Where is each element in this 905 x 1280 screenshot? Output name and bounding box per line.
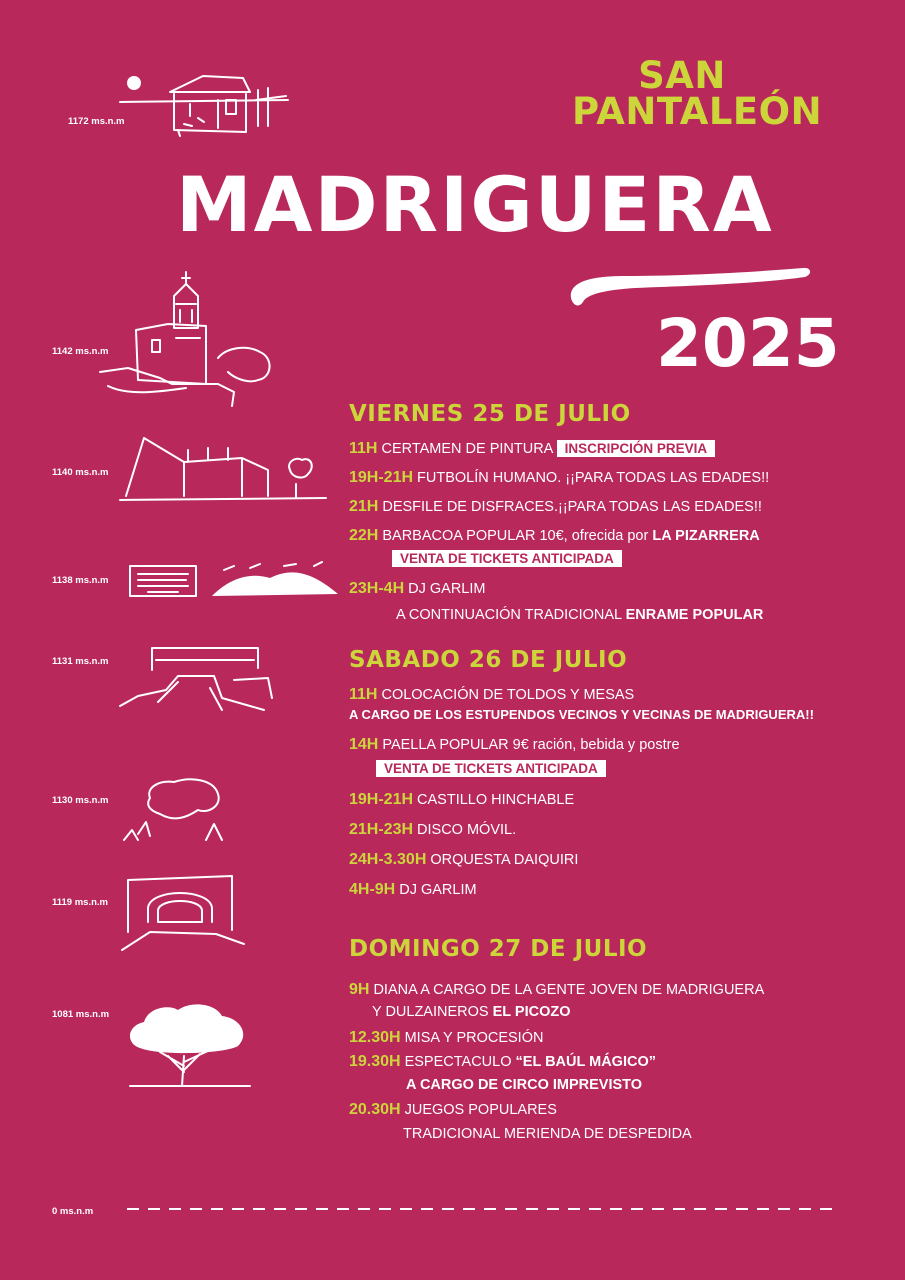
event-line bbox=[349, 981, 764, 999]
event-line bbox=[349, 527, 760, 545]
event-subline: A CARGO DE LOS ESTUPENDOS VECINOS Y VECINAS DE MADRIGUERA!! bbox=[349, 707, 814, 722]
event-time: 12.30H bbox=[349, 1029, 401, 1046]
event-text: DIANA A CARGO DE LA GENTE JOVEN DE MADRIGUERA bbox=[373, 982, 765, 998]
dashed-baseline bbox=[125, 1204, 840, 1214]
event-subline: A CARGO DE CIRCO IMPREVISTO bbox=[406, 1077, 643, 1093]
brand-line-1: SAN bbox=[638, 54, 726, 97]
altitude-label: 1119 ms.n.m bbox=[52, 897, 108, 908]
brand-logo bbox=[572, 54, 823, 133]
event-text: A CONTINUACIÓN TRADICIONAL bbox=[396, 607, 622, 623]
hills-illustration bbox=[210, 558, 340, 598]
event-text: PAELLA POPULAR 9€ ración, bebida y postre bbox=[382, 737, 680, 753]
event-text: Y DULZAINEROS bbox=[372, 1004, 489, 1020]
page-title: MADRIGUERA bbox=[176, 160, 774, 249]
event-text: JUEGOS POPULARES bbox=[404, 1102, 557, 1118]
event-time: 20.30H bbox=[349, 1101, 401, 1118]
altitude-label: 1081 ms.n.m bbox=[52, 1009, 110, 1020]
event-time: 21H-23H bbox=[349, 821, 414, 838]
event-time: 11H bbox=[349, 686, 378, 703]
plaque-illustration bbox=[128, 564, 200, 600]
event-sponsor: LA PIZARRERA bbox=[652, 528, 760, 544]
event-time: 14H bbox=[349, 736, 379, 753]
event-text: MISA Y PROCESIÓN bbox=[404, 1030, 544, 1046]
event-line bbox=[349, 1053, 656, 1071]
altitude-label: 1138 ms.n.m bbox=[52, 575, 109, 586]
event-time: 19H-21H bbox=[349, 791, 414, 808]
event-text: CERTAMEN DE PINTURA bbox=[381, 441, 553, 457]
event-line bbox=[349, 851, 578, 869]
event-text: DJ GARLIM bbox=[408, 581, 486, 597]
event-line bbox=[349, 440, 715, 458]
event-time: 19.30H bbox=[349, 1053, 401, 1070]
tree-illustration bbox=[120, 996, 260, 1090]
event-time: 22H bbox=[349, 527, 379, 544]
arch-illustration bbox=[120, 872, 250, 956]
church-illustration bbox=[98, 268, 278, 410]
event-line bbox=[392, 550, 622, 567]
event-time: 21H bbox=[349, 498, 379, 515]
registration-badge: INSCRIPCIÓN PREVIA bbox=[557, 440, 716, 457]
event-line bbox=[349, 686, 634, 704]
event-line bbox=[349, 791, 574, 809]
event-subline bbox=[396, 607, 763, 623]
event-text: DISCO MÓVIL. bbox=[417, 822, 517, 838]
event-line bbox=[349, 1101, 557, 1119]
altitude-label: 1172 ms.n.m bbox=[68, 116, 125, 127]
bridge-illustration bbox=[118, 640, 278, 720]
fort-illustration bbox=[118, 434, 328, 504]
event-text: FUTBOLÍN HUMANO. ¡¡PARA TODAS LAS EDADES!! bbox=[417, 470, 770, 486]
event-highlight: ENRAME POPULAR bbox=[625, 607, 764, 623]
day-heading-friday: VIERNES 25 DE JULIO bbox=[349, 401, 631, 427]
event-line bbox=[349, 1029, 543, 1047]
altitude-label: 1130 ms.n.m bbox=[52, 795, 109, 806]
event-text: ESPECTACULO bbox=[404, 1054, 512, 1070]
altitude-label: 1131 ms.n.m bbox=[52, 656, 109, 667]
page-year: 2025 bbox=[656, 305, 840, 382]
event-time: 9H bbox=[349, 981, 370, 998]
event-time: 11H bbox=[349, 440, 378, 457]
event-line bbox=[349, 498, 762, 516]
event-time: 24H-3.30H bbox=[349, 851, 427, 868]
event-text: COLOCACIÓN DE TOLDOS Y MESAS bbox=[381, 687, 635, 703]
event-text: DESFILE DE DISFRACES.¡¡PARA TODAS LAS EDADES!! bbox=[382, 499, 762, 515]
event-line bbox=[349, 469, 769, 487]
event-time: 19H-21H bbox=[349, 469, 414, 486]
event-text: ORQUESTA DAIQUIRI bbox=[430, 852, 579, 868]
event-time: 23H-4H bbox=[349, 580, 405, 597]
altitude-label: 1140 ms.n.m bbox=[52, 467, 109, 478]
event-text: CASTILLO HINCHABLE bbox=[417, 792, 575, 808]
event-line bbox=[349, 736, 680, 754]
event-highlight: EL PICOZO bbox=[492, 1004, 571, 1020]
event-line bbox=[349, 881, 477, 899]
day-heading-saturday: SABADO 26 DE JULIO bbox=[349, 647, 628, 673]
tickets-badge: VENTA DE TICKETS ANTICIPADA bbox=[392, 550, 622, 567]
event-subline: TRADICIONAL MERIENDA DE DESPEDIDA bbox=[403, 1126, 692, 1142]
event-text: DJ GARLIM bbox=[399, 882, 477, 898]
event-highlight: “EL BAÚL MÁGICO” bbox=[515, 1054, 656, 1070]
tickets-badge: VENTA DE TICKETS ANTICIPADA bbox=[376, 760, 606, 777]
event-line bbox=[349, 580, 485, 598]
day-heading-sunday: DOMINGO 27 DE JULIO bbox=[349, 936, 648, 962]
brand-line-2: PANTALEÓN bbox=[572, 90, 823, 133]
event-time: 4H-9H bbox=[349, 881, 396, 898]
altitude-label: 1142 ms.n.m bbox=[52, 346, 109, 357]
altitude-label: 0 ms.n.m bbox=[52, 1206, 94, 1217]
event-line bbox=[376, 760, 606, 777]
event-text: BARBACOA POPULAR 10€, ofrecida por bbox=[382, 528, 649, 544]
sun-house-illustration bbox=[118, 70, 308, 142]
event-line bbox=[349, 821, 516, 839]
rock-illustration bbox=[118, 770, 238, 850]
event-subline bbox=[372, 1004, 571, 1020]
